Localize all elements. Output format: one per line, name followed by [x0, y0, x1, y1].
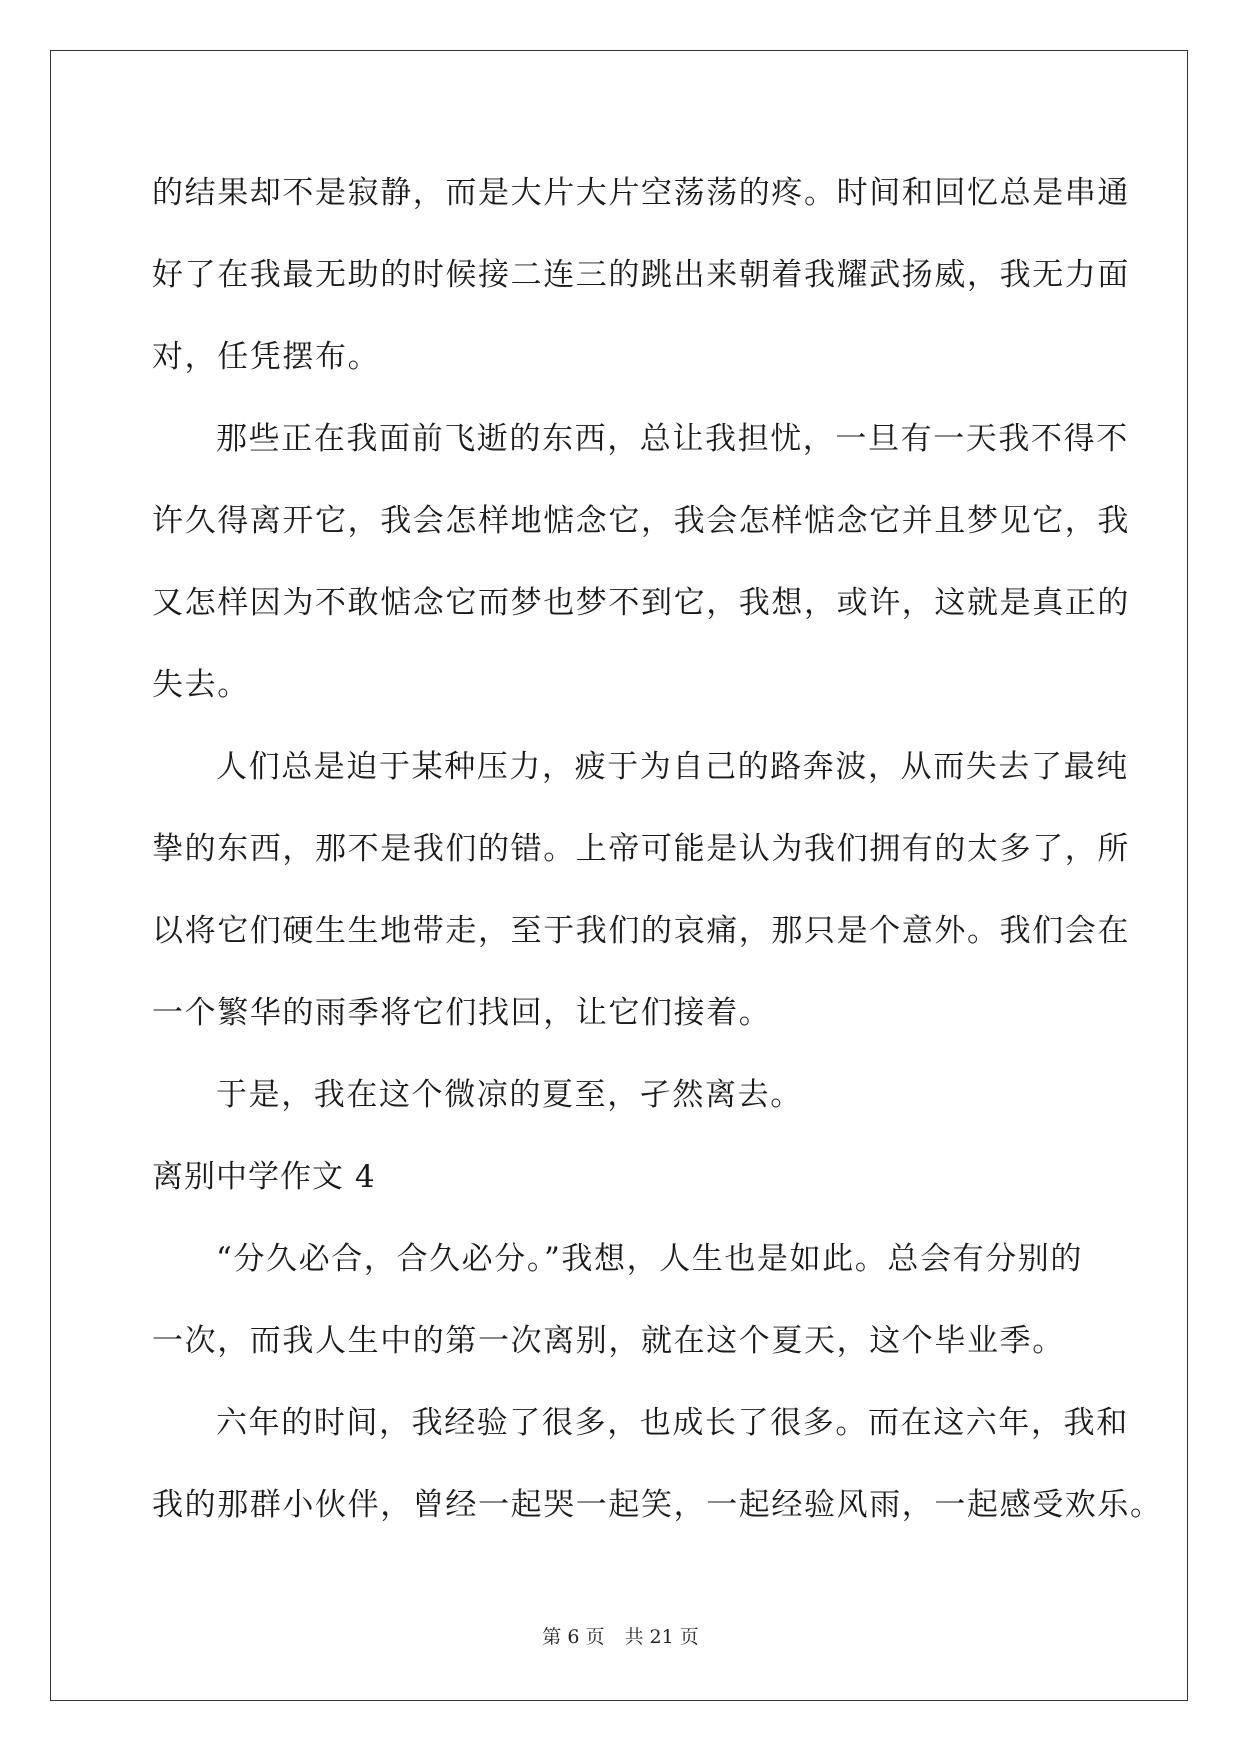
text-line-12: 于是，我在这个微凉的夏至，孑然离去。 — [216, 1077, 803, 1113]
text-line-1: 的结果却不是寂静，而是大片大片空荡荡的疼。时间和回忆总是串通 — [152, 175, 1130, 211]
text-line-9: 挚的东西，那不是我们的错。上帝可能是认为我们拥有的太多了，所 — [152, 831, 1130, 867]
section-heading: 离别中学作文 4 — [152, 1159, 376, 1195]
text-line-10: 以将它们硬生生地带走，至于我们的哀痛，那只是个意外。我们会在 — [152, 913, 1130, 949]
document-body — [152, 152, 1163, 1546]
text-line-8: 人们总是迫于某种压力，疲于为自己的路奔波，从而失去了最纯 — [216, 749, 1129, 785]
text-line-2: 好了在我最无助的时候接二连三的跳出来朝着我耀武扬威，我无力面 — [152, 257, 1130, 293]
text-line-6: 又怎样因为不敢惦念它而梦也梦不到它，我想，或许，这就是真正的 — [152, 585, 1130, 621]
text-line-4: 那些正在我面前飞逝的东西，总让我担忧，一旦有一天我不得不 — [216, 421, 1129, 457]
text-line-14: “分久必合，合久必分。”我想，人生也是如此。总会有分别的 — [216, 1241, 1083, 1277]
text-line-16: 六年的时间，我经验了很多，也成长了很多。而在这六年，我和 — [216, 1405, 1129, 1441]
text-line-7: 失去。 — [152, 667, 250, 703]
page-total: 共 21 页 — [624, 1626, 699, 1648]
page-number: 第 6 页 — [542, 1626, 605, 1648]
text-line-5: 许久得离开它，我会怎样地惦念它，我会怎样惦念它并且梦见它，我 — [152, 503, 1130, 539]
text-line-11: 一个繁华的雨季将它们找回，让它们接着。 — [152, 995, 772, 1031]
page-footer — [0, 1622, 1241, 1649]
text-line-15: 一次，而我人生中的第一次离别，就在这个夏天，这个毕业季。 — [152, 1323, 1065, 1359]
text-line-3: 对，任凭摆布。 — [152, 339, 381, 375]
text-line-17: 我的那群小伙伴，曾经一起哭一起笑，一起经验风雨，一起感受欢乐。 — [152, 1487, 1163, 1523]
